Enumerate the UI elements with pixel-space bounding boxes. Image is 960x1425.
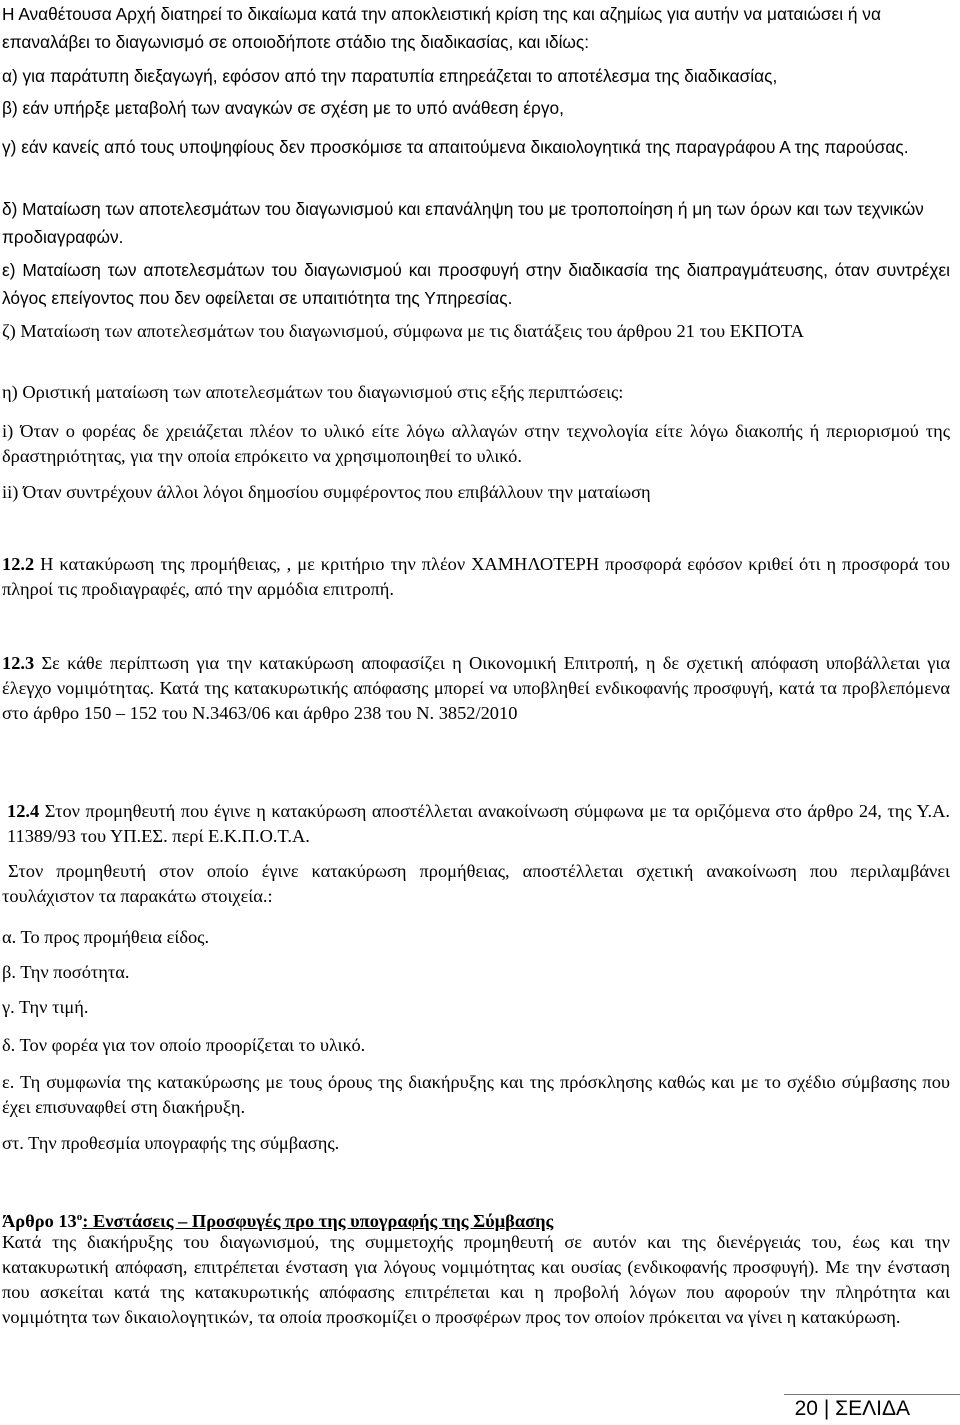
section-number: 12.3 xyxy=(2,653,35,673)
list-item-h: η) Οριστική ματαίωση των αποτελεσμάτων του διαγωνισμού στις εξής περιπτώσεις: xyxy=(2,382,624,402)
list-item: ε. Τη συμφωνία της κατακύρωσης με τους όρους της διακήρυξης και της πρόσκλησης καθώς και με το σχέδιο σύμβασης που έχει επισυναφθεί στη διακήρυξη. xyxy=(2,1072,950,1117)
list-item: γ. Την τιμή. xyxy=(2,997,89,1017)
list-item-a: α) για παράτυπη διεξαγωγή, εφόσον από την παρατυπία επηρεάζεται το αποτέλεσμα της διαδικασίας, xyxy=(2,66,778,86)
list-item-z: ζ) Ματαίωση των αποτελεσμάτων του διαγωνισμού, σύμφωνα με τις διατάξεις του άρθρου 21 του ΕΚΠΟΤΑ xyxy=(2,321,804,341)
section-text: Στον προμηθευτή που έγινε η κατακύρωση αποστέλλεται ανακοίνωση σύμφωνα με τα οριζόμενα στο άρθρο 24, της Υ.Α. 11389/93 του ΥΠ.ΕΣ. περί Ε.Κ.Π.Ο.Τ.Α. xyxy=(7,801,950,846)
case-i: i) Όταν ο φορέας δε χρειάζεται πλέον το υλικό είτε λόγω αλλαγών στην τεχνολογία είτε λόγω διακοπής ή περιορισμού της δραστηριότητας, για την οποία επρόκειτο να χρησιμοποιηθεί το υλικό. xyxy=(2,421,950,466)
case-ii: ii) Όταν συντρέχουν άλλοι λόγοι δημοσίου συμφέροντος που επιβάλλουν την ματαίωση xyxy=(2,482,651,502)
footer-divider xyxy=(784,1394,960,1395)
list-item-d: δ) Ματαίωση των αποτελεσμάτων του διαγωνισμού και επανάληψη του με τροποποίηση ή μη των όρων και των τεχνικών προδιαγραφών. xyxy=(2,199,924,247)
page-number: 20 | ΣΕΛΙΔΑ xyxy=(794,1397,910,1420)
list-item: α. Το προς προμήθεια είδος. xyxy=(2,927,210,947)
list-item: β. Την ποσότητα. xyxy=(2,962,130,982)
list-item-b: β) εάν υπήρξε μεταβολή των αναγκών σε σχέση με το υπό ανάθεση έργο, xyxy=(2,98,564,118)
list-item-e: ε) Ματαίωση των αποτελεσμάτων του διαγωνισμού και προσφυγή στην διαδικασία της διαπραγμάτευσης, όταν συντρέχει λόγος επείγοντος που δεν οφείλεται σε υπαιτιότητα της Υπηρεσίας. xyxy=(2,260,950,308)
notice-paragraph: Στον προμηθευτή στον οποίο έγινε κατακύρωση προμήθειας, αποστέλλεται σχετική ανακοίνωση που περιλαμβάνει τουλάχιστον τα παρακάτω στοιχεία.: xyxy=(2,861,950,906)
article-heading-title: : Ενστάσεις – Προσφυγές προ της υπογραφής της Σύμβασης xyxy=(82,1211,554,1232)
section-12-3 xyxy=(2,651,950,726)
section-12-4 xyxy=(7,799,950,849)
article-heading-number: Άρθρο 13 xyxy=(2,1211,77,1232)
intro-paragraph: Η Αναθέτουσα Αρχή διατηρεί το δικαίωμα κατά την αποκλειστική κρίση της και αζημίως για αυτήν να ματαιώσει ή να επαναλάβει το διαγωνισμό σε οποιοδήποτε στάδιο της διαδικασίας, και ιδίως: xyxy=(2,4,881,52)
article-body: Κατά της διακήρυξης του διαγωνισμού, της συμμετοχής προμηθευτή σε αυτόν και της διενέργειάς του, έως και την κατακυρωτική απόφαση, επιτρέπεται ένσταση για λόγους νομιμότητας και ουσίας (ενδικοφανής προσφυγή). Με την ένσταση που ασκείται κατά της κατακυρωτικής απόφασης επιτρέπεται και η προβολή λόγων που αφορούν την πληρότητα και νομιμότητα των δικαιολογητικών, τα οποία προσκομίζει ο προσφέρων προς τον οποίον πρόκειται να γίνει η κατακύρωση. xyxy=(2,1232,950,1327)
list-item-c: γ) εάν κανείς από τους υποψηφίους δεν προσκόμισε τα απαιτούμενα δικαιολογητικά της παραγράφου Α της παρούσας. xyxy=(2,137,909,157)
article-heading-sup: ο xyxy=(76,1211,83,1223)
list-item: στ. Την προθεσμία υπογραφής της σύμβασης. xyxy=(2,1133,340,1153)
section-text: Σε κάθε περίπτωση για την κατακύρωση αποφασίζει η Οικονομική Επιτροπή, η δε σχετική απόφαση υποβάλλεται για έλεγχο νομιμότητας. Κατά της κατακυρωτικής απόφασης μπορεί να υποβληθεί ενδικοφανής προσφυγή, κατά τα προβλεπόμενα στο άρθρο 150 – 152 του Ν.3463/06 και άρθρο 238 του Ν. 3852/2010 xyxy=(2,653,950,723)
section-number: 12.2 xyxy=(2,554,35,574)
list-item: δ. Τον φορέα για τον οποίο προορίζεται το υλικό. xyxy=(2,1035,366,1055)
section-number: 12.4 xyxy=(7,801,40,821)
section-text: Η κατακύρωση της προμήθειας, , με κριτήριο την πλέον ΧΑΜΗΛΟΤΕΡΗ προσφορά εφόσον κριθεί ότι η προσφορά του πληροί τις προδιαγραφές, από την αρμόδια επιτροπή. xyxy=(2,554,950,599)
section-12-2 xyxy=(2,552,950,602)
